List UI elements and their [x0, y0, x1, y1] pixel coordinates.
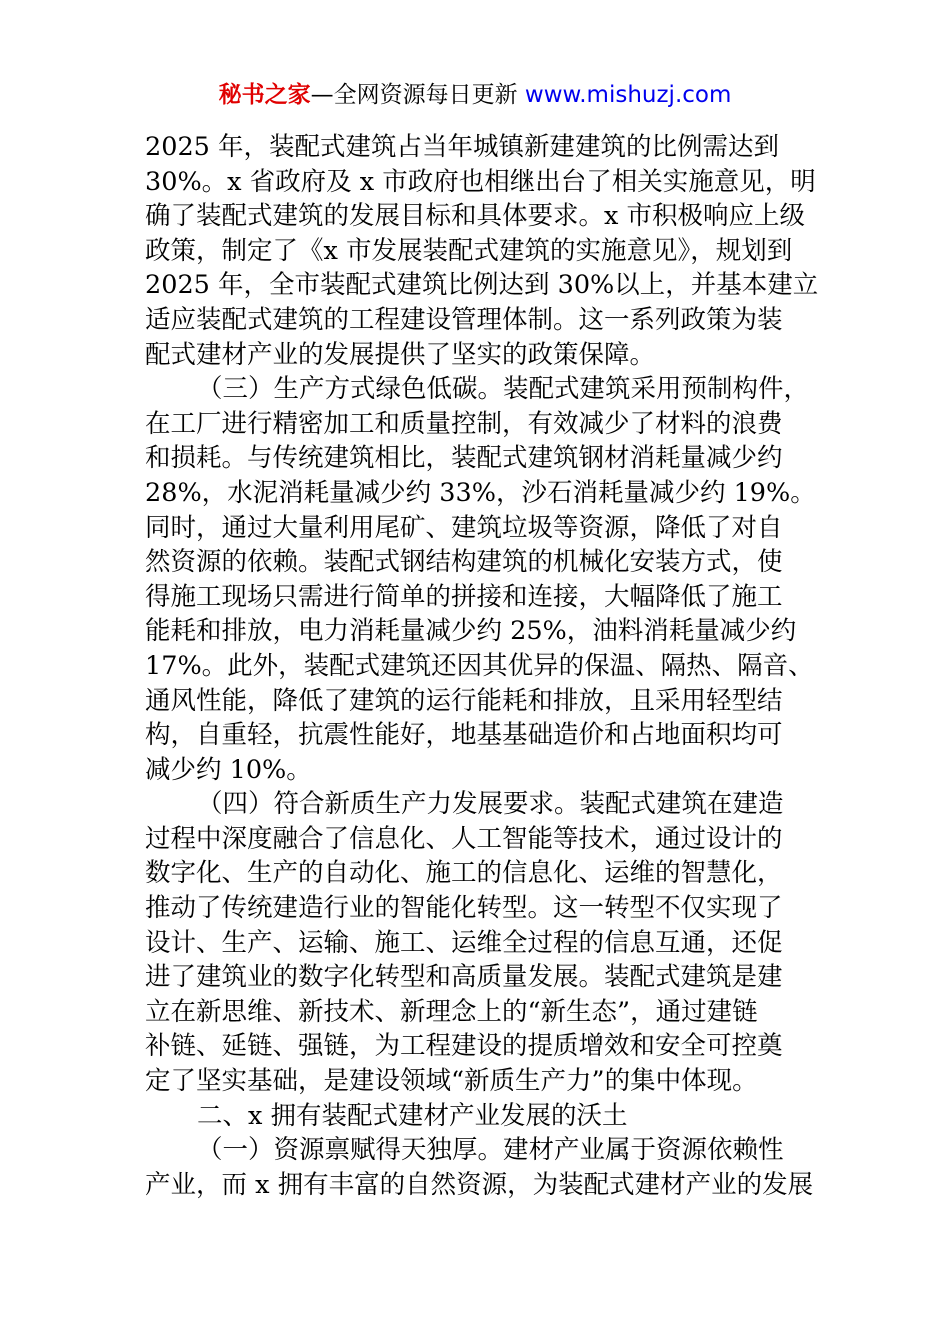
text-line: 数字化、生产的自动化、施工的信息化、运维的智慧化， [145, 858, 783, 889]
text-line: 补链、延链、强链，为工程建设的提质增效和安全可控奠 [145, 1031, 783, 1062]
site-brand: 秘书之家 [218, 82, 311, 108]
text-line: 通风性能，降低了建筑的运行能耗和排放，且采用轻型结 [145, 685, 783, 716]
text-line: 定了坚实基础，是建设领域“新质生产力”的集中体现。 [145, 1066, 758, 1097]
text-line: 政策，制定了《x 市发展装配式建筑的实施意见》，规划到 [145, 235, 793, 266]
section-heading-line: （一）资源禀赋得天独厚。建材产业属于资源依赖性 [197, 1135, 784, 1166]
text-line: 进了建筑业的数字化转型和高质量发展。装配式建筑是建 [145, 962, 783, 993]
text-line: 和损耗。与传统建筑相比，装配式建筑钢材消耗量减少约 [145, 443, 783, 474]
document-body [145, 130, 819, 1202]
site-url-link[interactable]: www.mishuzj.com [524, 82, 732, 108]
text-line: 适应装配式建筑的工程建设管理体制。这一系列政策为装 [145, 304, 783, 335]
text-line: 构，自重轻，抗震性能好，地基基础造价和占地面积均可 [145, 720, 783, 751]
site-tagline: —全网资源每日更新 [310, 82, 518, 108]
text-line: 得施工现场只需进行简单的拼接和连接，大幅降低了施工 [145, 581, 783, 612]
text-line: 然资源的依赖。装配式钢结构建筑的机械化安装方式，使 [145, 547, 783, 578]
text-line: 能耗和排放，电力消耗量减少约 25%，油料消耗量减少约 [145, 616, 797, 647]
text-line: 30%。x 省政府及 x 市政府也相继出台了相关实施意见，明 [145, 166, 816, 197]
text-line: 同时，通过大量利用尾矿、建筑垃圾等资源，降低了对自 [145, 512, 783, 543]
text-line: 配式建材产业的发展提供了坚实的政策保障。 [145, 339, 656, 370]
text-line: 产业，而 x 拥有丰富的自然资源，为装配式建材产业的发展 [145, 1169, 814, 1200]
text-line: 确了装配式建筑的发展目标和具体要求。x 市积极响应上级 [145, 201, 805, 232]
text-line: 推动了传统建造行业的智能化转型。这一转型不仅实现了 [145, 893, 783, 924]
text-line: 2025 年，全市装配式建筑比例达到 30%以上，并基本建立 [145, 270, 819, 301]
section-heading-line: （四）符合新质生产力发展要求。装配式建筑在建造 [197, 789, 784, 820]
text-line: 17%。此外，装配式建筑还因其优异的保温、隔热、隔音、 [145, 650, 814, 681]
text-line: 2025 年，装配式建筑占当年城镇新建建筑的比例需达到 [145, 132, 780, 162]
chapter-heading-line: 二、x 拥有装配式建材产业发展的沃土 [197, 1100, 628, 1131]
text-line: 28%，水泥消耗量减少约 33%，沙石消耗量减少约 19%。 [145, 477, 816, 508]
section-heading-line: （三）生产方式绿色低碳。装配式建筑采用预制构件， [197, 374, 810, 405]
site-header [0, 78, 950, 112]
text-line: 过程中深度融合了信息化、人工智能等技术，通过设计的 [145, 823, 783, 854]
text-line: 设计、生产、运输、施工、运维全过程的信息互通，还促 [145, 927, 783, 958]
text-line: 减少约 10%。 [145, 754, 312, 785]
text-line: 在工厂进行精密加工和质量控制，有效减少了材料的浪费 [145, 408, 783, 439]
text-line: 立在新思维、新技术、新理念上的“新生态”，通过建链 [145, 996, 758, 1027]
